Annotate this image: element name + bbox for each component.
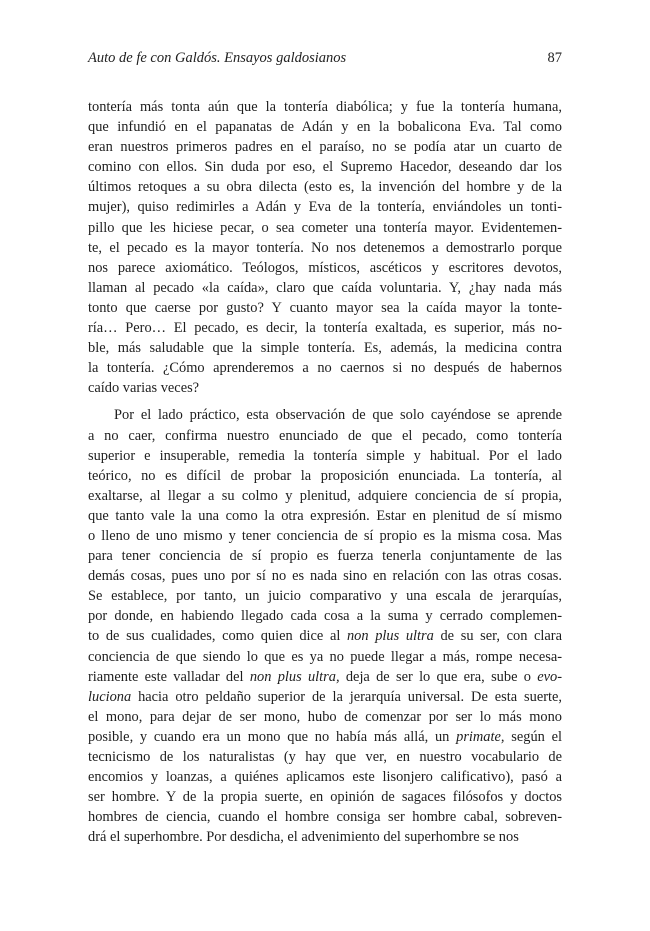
text-run: riamente este valladar del [88, 668, 250, 685]
text-run: a no caer, confirma nuestro enunciado de que el pecado, como tontería [88, 427, 562, 444]
text-line [88, 197, 562, 217]
paragraph [88, 97, 562, 398]
text-run: superior e insuperable, remedia la tontería simple y habitual. Por el lado [88, 447, 562, 464]
text-line [88, 358, 562, 378]
text-line [88, 647, 562, 667]
italic-text-run: non plus ultra, [249, 668, 340, 685]
text-line [88, 546, 562, 566]
text-line [88, 278, 562, 298]
text-run: tontería más tonta aún que la tontería diabólica; y fue la tontería humana, [88, 99, 562, 115]
text-line [88, 177, 562, 197]
page-header [88, 50, 562, 67]
text-line [88, 667, 562, 687]
text-line [88, 606, 562, 626]
text-run: que tanto vale la una como la otra expresión. Estar en plenitud de sí mismo [88, 507, 562, 524]
text-run: hacia otro peldaño superior de la jerarquía universal. De esta suerte, [131, 688, 562, 705]
text-line [88, 787, 562, 807]
text-line [88, 807, 562, 827]
text-line [88, 117, 562, 137]
running-title: Auto de fe con Galdós. Ensayos galdosianos [88, 50, 347, 66]
text-line [88, 426, 562, 446]
text-line [88, 566, 562, 586]
text-line [88, 318, 562, 338]
text-run: encomios y loanzas, a quiénes aplicamos este lisonjero calificativo), pasó a [88, 769, 562, 786]
text-run: de su ser, con clara [433, 628, 562, 645]
text-line [88, 238, 562, 258]
text-line [88, 446, 562, 466]
text-run: comino con ellos. Sin duda por eso, el Supremo Hacedor, deseando dar los [88, 159, 562, 176]
text-run: to de sus cualidades, como quien dice al [88, 628, 347, 645]
text-run: te, el pecado es la mayor tontería. No nos detenemos a demostrarlo porque [88, 239, 562, 256]
text-line [88, 218, 562, 238]
text-run: Se establece, por tanto, un juicio comparativo y una escala de jerarquías, [88, 588, 562, 605]
text-line [88, 687, 562, 707]
text-run: conciencia de que siendo lo que es ya no puede llegar a más, rompe necesa- [88, 648, 562, 665]
text-line [88, 378, 562, 398]
text-run: ría… Pero… El pecado, es decir, la tontería exaltada, es superior, más no- [88, 320, 562, 337]
page-number: 87 [547, 50, 562, 66]
text-run: demás cosas, pues uno por sí no es nada sino en relación con las otras cosas. [88, 568, 562, 585]
italic-text-run: primate, [456, 728, 505, 745]
text-run: drá el superhombre. Por desdicha, el advenimiento del superhombre se nos [88, 829, 519, 846]
text-run: por donde, en habiendo llegado cada cosa a la suma y cerrado complemen- [88, 608, 562, 625]
text-line [88, 586, 562, 606]
text-run: ble, más saludable que la simple tontería. Es, además, la medicina contra [88, 340, 562, 357]
text-line [88, 486, 562, 506]
text-line [88, 466, 562, 486]
text-run: exaltarse, al llegar a su colmo y plenitud, adquiere conciencia de sí propia, [88, 487, 562, 504]
text-line [88, 338, 562, 358]
text-line [88, 767, 562, 787]
text-line [88, 526, 562, 546]
text-line [88, 827, 562, 847]
text-line [88, 137, 562, 157]
text-line [88, 727, 562, 747]
text-line [88, 707, 562, 727]
text-run: teórico, no es difícil de probar la proposición enunciada. La tontería, al [88, 467, 562, 484]
text-line [88, 157, 562, 177]
text-line [88, 626, 562, 646]
text-line [88, 747, 562, 767]
text-run: según el [504, 728, 562, 745]
text-run: tonto que caerse por gusto? Y cuanto mayor sea la caída mayor la tonte- [88, 299, 562, 316]
text-run: que infundió en el papanatas de Adán y en la bobalicona Eva. Tal como [88, 119, 562, 136]
text-run: llaman al pecado «la caída», claro que caída voluntaria. Y, ¿hay nada más [88, 279, 562, 296]
text-run: tecnicismo de los naturalistas (y hay que ver, en nuestro vocabulario de [88, 749, 562, 765]
text-run: pillo que les hiciese pecar, o sea cometer una tontería mayor. Evidentemen- [88, 219, 562, 236]
text-run: caído varias veces? [88, 380, 200, 397]
text-line [88, 405, 562, 425]
text-run: posible, y cuando era un mono que no había más allá, un [88, 728, 457, 745]
text-run: mujer), quiso redimirles a Adán y Eva de la tontería, enviándoles un tonti- [88, 199, 562, 216]
italic-text-run: evo- [537, 668, 562, 685]
text-run: deja de ser lo que era, sube o [339, 668, 538, 685]
text-run: eran nuestros primeros padres en el paraíso, no se podía atar un cuarto de [88, 139, 562, 156]
text-run: Por el lado práctico, esta observación de que solo cayéndose se aprende [114, 407, 562, 424]
text-line [88, 506, 562, 526]
text-run: el mono, para dejar de ser mono, hubo de comenzar por ser lo más mono [88, 708, 562, 725]
text-run: nos parece axiomático. Teólogos, místicos, ascéticos y escritores devotos, [88, 259, 562, 276]
text-run: la tontería. ¿Cómo aprenderemos a no caernos si no después de habernos [88, 360, 562, 377]
paragraph [88, 405, 562, 847]
body-text [88, 97, 562, 847]
text-line [88, 298, 562, 318]
text-run: o lleno de uno mismo y tener conciencia de sí propio es la misma cosa. Mas [88, 527, 562, 544]
text-run: ser hombre. Y de la propia suerte, en opinión de sagaces filósofos y doctos [88, 789, 562, 806]
text-run: para tener conciencia de sí propio es fuerza tenerla conjuntamente de las [88, 548, 562, 565]
italic-text-run: luciona [88, 688, 132, 705]
text-line [88, 258, 562, 278]
text-run: últimos retoques a su obra dilecta (esto es, la invención del hombre y de la [88, 179, 562, 196]
text-run: hombres de ciencia, cuando el hombre consiga ser hombre cabal, sobreven- [88, 809, 562, 826]
italic-text-run: non plus ultra [346, 628, 434, 645]
text-line [88, 97, 562, 117]
